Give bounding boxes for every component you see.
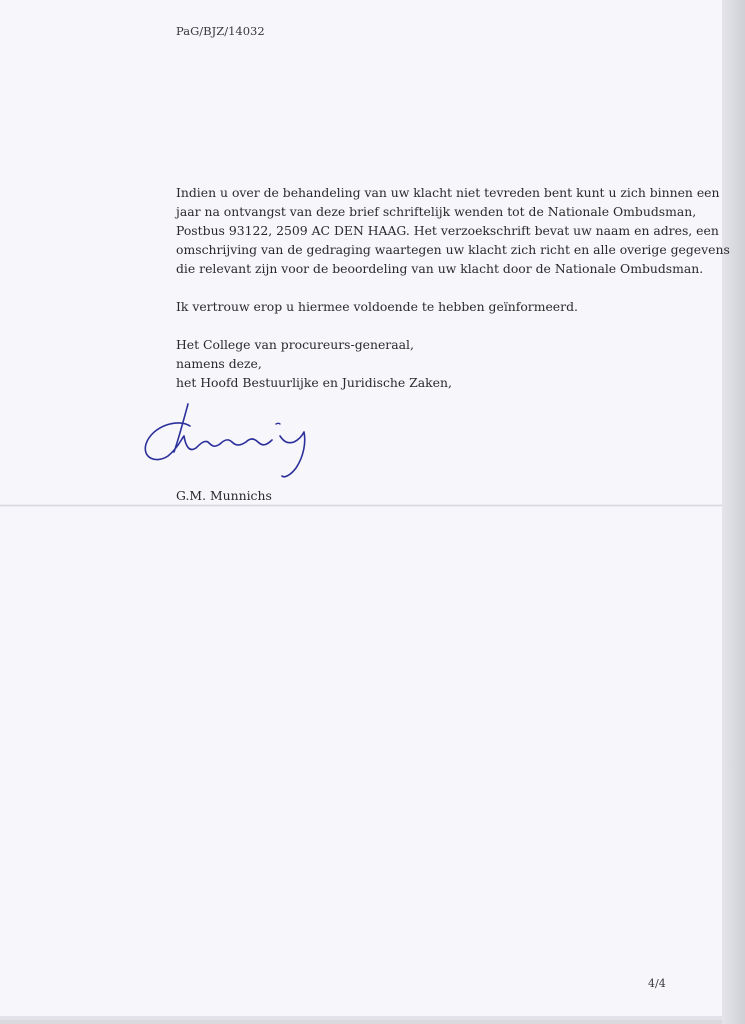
- paragraph-line: jaar na ontvangst van deze brief schriftelijk wenden tot de Nationale Ombudsman,: [176, 204, 697, 219]
- closing-line: namens deze,: [176, 356, 262, 371]
- handwritten-signature: [138, 396, 328, 486]
- paragraph-line: omschrijving van de gedraging waartegen uw klacht zich richt en alle overige gegevens: [176, 242, 730, 257]
- paragraph-line: Indien u over de behandeling van uw klacht niet tevreden bent kunt u zich binnen een: [176, 185, 720, 200]
- paragraph-line: Postbus 93122, 2509 AC DEN HAAG. Het verzoekschrift bevat uw naam en adres, een: [176, 223, 719, 238]
- bottom-edge: [0, 1016, 722, 1020]
- paper-edge: [722, 0, 745, 1024]
- reference-number: PaG/BJZ/14032: [176, 24, 265, 38]
- signatory-name: G.M. Munnichs: [176, 488, 272, 503]
- closing-line: Het College van procureurs-generaal,: [176, 337, 414, 352]
- paragraph-line: die relevant zijn voor de beoordeling van uw klacht door de Nationale Ombudsman.: [176, 261, 704, 276]
- fold-line: [0, 504, 722, 507]
- closing-paragraph: Ik vertrouw erop u hiermee voldoende te hebben geïnformeerd.: [176, 299, 578, 314]
- closing-line: het Hoofd Bestuurlijke en Juridische Zaken,: [176, 375, 452, 390]
- page-number: 4/4: [648, 977, 666, 990]
